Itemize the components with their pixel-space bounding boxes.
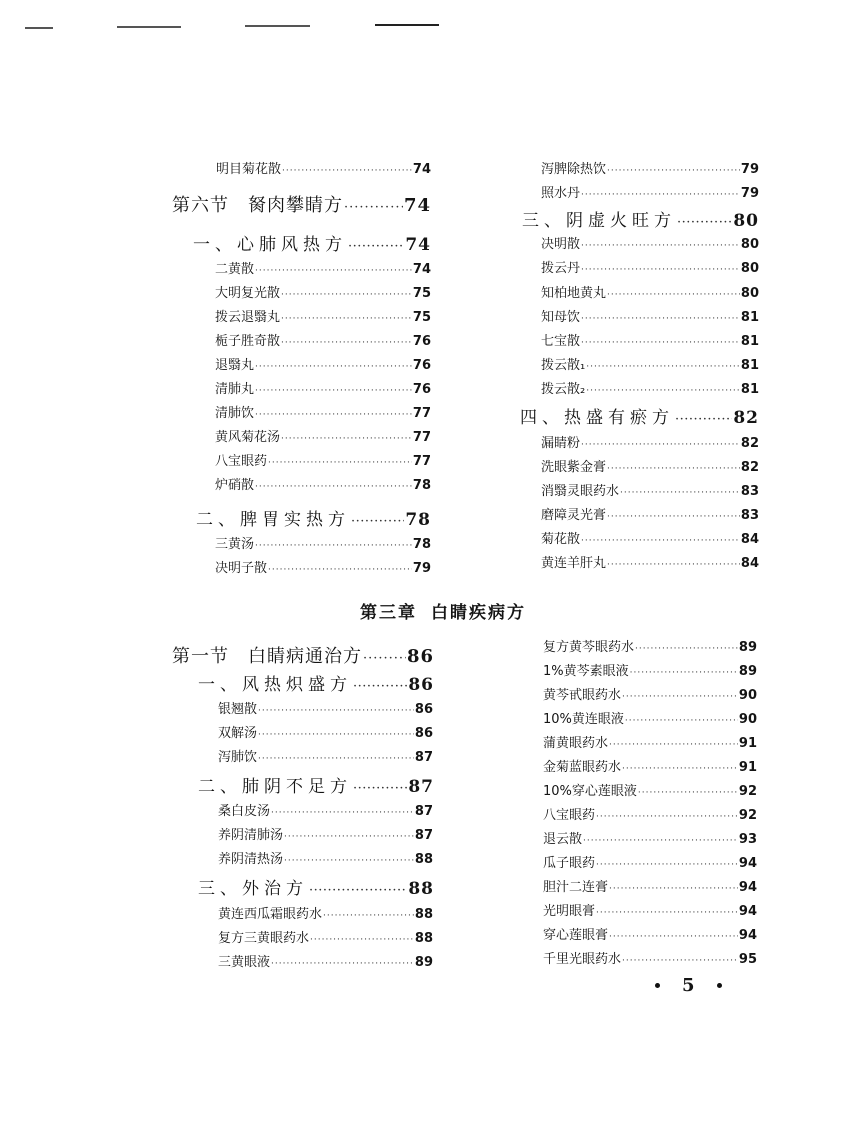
entry-label: 漏睛粉 bbox=[541, 436, 581, 451]
entry-label: 黄风菊花汤 bbox=[215, 430, 281, 445]
entry-label: 复方黄芩眼药水 bbox=[543, 640, 635, 655]
entry-page: 94 bbox=[738, 856, 757, 871]
entry-page: 76 bbox=[412, 358, 431, 373]
entry-label: 照水丹 bbox=[541, 186, 581, 201]
entry-label: 知母饮 bbox=[541, 310, 581, 325]
entry-label: 穿心莲眼膏 bbox=[543, 928, 609, 943]
toc-entry[interactable] bbox=[218, 824, 433, 843]
entry-page: 86 bbox=[414, 726, 433, 741]
subsection-page: 80 bbox=[733, 211, 759, 231]
leader-dots bbox=[284, 856, 414, 866]
chapter-number: 第三章 bbox=[360, 603, 417, 623]
entry-page: 89 bbox=[738, 664, 757, 679]
leader-dots bbox=[258, 730, 414, 740]
leader-dots bbox=[309, 883, 407, 898]
leader-dots bbox=[596, 860, 738, 870]
leader-dots bbox=[581, 440, 740, 450]
toc-entry[interactable] bbox=[543, 660, 757, 679]
leader-dots bbox=[581, 241, 740, 251]
toc-entry[interactable] bbox=[215, 426, 431, 445]
toc-subsection[interactable] bbox=[198, 772, 434, 797]
leader-dots bbox=[625, 716, 738, 726]
leader-dots bbox=[581, 536, 740, 546]
leader-dots bbox=[609, 932, 738, 942]
entry-page: 82 bbox=[740, 436, 759, 451]
toc-entry[interactable] bbox=[541, 552, 759, 571]
bullet-icon bbox=[655, 983, 660, 988]
entry-label: 拨云退翳丸 bbox=[215, 310, 281, 325]
toc-entry[interactable] bbox=[215, 282, 431, 301]
toc-entry[interactable] bbox=[541, 182, 759, 201]
leader-dots bbox=[581, 190, 740, 200]
leader-dots bbox=[607, 512, 740, 522]
entry-page: 79 bbox=[412, 561, 431, 576]
entry-label: 八宝眼药 bbox=[543, 808, 596, 823]
entry-label: 黄连西瓜霜眼药水 bbox=[218, 907, 323, 922]
leader-dots bbox=[607, 560, 740, 570]
leader-dots bbox=[630, 668, 738, 678]
leader-dots bbox=[353, 781, 407, 796]
toc-entry[interactable] bbox=[541, 480, 759, 499]
leader-dots bbox=[596, 812, 738, 822]
entry-page: 76 bbox=[412, 334, 431, 349]
leader-dots bbox=[258, 706, 414, 716]
leader-dots bbox=[353, 679, 407, 694]
leader-dots bbox=[675, 412, 732, 427]
entry-label: 金菊蓝眼药水 bbox=[543, 760, 622, 775]
leader-dots bbox=[607, 464, 740, 474]
page-number bbox=[655, 975, 722, 996]
entry-label: 10%穿心莲眼液 bbox=[543, 784, 637, 799]
subsection-page: 87 bbox=[408, 777, 434, 797]
entry-page: 75 bbox=[412, 310, 431, 325]
toc-entry[interactable] bbox=[543, 684, 757, 703]
entry-label: 黄芩甙眼药水 bbox=[543, 688, 622, 703]
toc-entry[interactable] bbox=[215, 354, 431, 373]
leader-dots bbox=[255, 541, 412, 551]
entry-page: 94 bbox=[738, 880, 757, 895]
toc-section[interactable] bbox=[172, 642, 434, 668]
leader-dots bbox=[607, 290, 740, 300]
entry-page: 90 bbox=[738, 688, 757, 703]
toc-entry[interactable] bbox=[218, 848, 433, 867]
toc-entry[interactable] bbox=[541, 504, 759, 523]
entry-page: 75 bbox=[412, 286, 431, 301]
entry-page: 81 bbox=[740, 334, 759, 349]
toc-entry[interactable] bbox=[218, 746, 433, 765]
toc-entry[interactable] bbox=[543, 804, 757, 823]
entry-label: 清肺饮 bbox=[215, 406, 255, 421]
entry-page: 83 bbox=[740, 508, 759, 523]
toc-entry[interactable] bbox=[541, 432, 759, 451]
entry-page: 88 bbox=[414, 931, 433, 946]
entry-page: 84 bbox=[740, 556, 759, 571]
top-rule-4 bbox=[375, 24, 439, 26]
toc-entry[interactable] bbox=[543, 780, 757, 799]
toc-entry[interactable] bbox=[541, 257, 759, 276]
chapter-heading bbox=[360, 598, 526, 623]
toc-entry[interactable] bbox=[215, 378, 431, 397]
entry-label: 蒲黄眼药水 bbox=[543, 736, 609, 751]
leader-dots bbox=[284, 832, 414, 842]
subsection-page: 86 bbox=[408, 675, 434, 695]
entry-label: 10%黄连眼液 bbox=[543, 712, 624, 727]
leader-dots bbox=[255, 482, 412, 492]
toc-entry[interactable] bbox=[215, 258, 431, 277]
toc-subsection[interactable] bbox=[193, 230, 431, 255]
leader-dots bbox=[255, 362, 412, 372]
toc-entry[interactable] bbox=[215, 450, 431, 469]
leader-dots bbox=[310, 935, 414, 945]
entry-page: 89 bbox=[414, 955, 433, 970]
entry-label: 三黄汤 bbox=[215, 537, 255, 552]
leader-dots bbox=[363, 651, 406, 666]
subsection-label: 一、心肺风热方 bbox=[193, 235, 347, 255]
toc-entry[interactable] bbox=[541, 456, 759, 475]
entry-label: 二黄散 bbox=[215, 262, 255, 277]
entry-page: 90 bbox=[738, 712, 757, 727]
entry-page: 94 bbox=[738, 904, 757, 919]
leader-dots bbox=[677, 215, 732, 230]
toc-entry[interactable] bbox=[543, 948, 757, 967]
entry-label: 八宝眼药 bbox=[215, 454, 268, 469]
toc-entry[interactable] bbox=[215, 533, 431, 552]
leader-dots bbox=[622, 692, 738, 702]
toc-section[interactable] bbox=[172, 191, 431, 217]
entry-label: 栀子胜奇散 bbox=[215, 334, 281, 349]
entry-label: 养阴清热汤 bbox=[218, 852, 284, 867]
leader-dots bbox=[281, 314, 412, 324]
toc-entry[interactable] bbox=[216, 158, 431, 177]
leader-dots bbox=[635, 644, 738, 654]
entry-label: 拨云丹 bbox=[541, 261, 581, 276]
leader-dots bbox=[258, 754, 414, 764]
entry-page: 83 bbox=[740, 484, 759, 499]
entry-page: 81 bbox=[740, 382, 759, 397]
toc-entry[interactable] bbox=[215, 557, 431, 576]
entry-page: 81 bbox=[740, 310, 759, 325]
entry-label: 清肺丸 bbox=[215, 382, 255, 397]
entry-page: 77 bbox=[412, 406, 431, 421]
entry-label: 决明散 bbox=[541, 237, 581, 252]
leader-dots bbox=[255, 386, 412, 396]
entry-page: 77 bbox=[412, 430, 431, 445]
toc-entry[interactable] bbox=[218, 951, 433, 970]
toc-entry[interactable] bbox=[218, 722, 433, 741]
toc-entry[interactable] bbox=[543, 924, 757, 943]
entry-label: 退云散 bbox=[543, 832, 583, 847]
entry-label: 桑白皮汤 bbox=[218, 804, 271, 819]
section-label: 第一节 白睛病通治方 bbox=[172, 646, 362, 667]
entry-label: 知柏地黄丸 bbox=[541, 286, 607, 301]
leader-dots bbox=[622, 956, 738, 966]
leader-dots bbox=[281, 290, 412, 300]
leader-dots bbox=[583, 836, 738, 846]
leader-dots bbox=[586, 386, 740, 396]
entry-page: 91 bbox=[738, 736, 757, 751]
entry-label: 双解汤 bbox=[218, 726, 258, 741]
leader-dots bbox=[281, 338, 412, 348]
entry-page: 95 bbox=[738, 952, 757, 967]
toc-entry[interactable] bbox=[541, 306, 759, 325]
subsection-label: 二、脾胃实热方 bbox=[196, 510, 350, 530]
entry-page: 77 bbox=[412, 454, 431, 469]
leader-dots bbox=[581, 265, 740, 275]
entry-page: 78 bbox=[412, 478, 431, 493]
entry-page: 82 bbox=[740, 460, 759, 475]
leader-dots bbox=[581, 338, 740, 348]
leader-dots bbox=[323, 911, 414, 921]
entry-page: 79 bbox=[740, 186, 759, 201]
entry-page: 84 bbox=[740, 532, 759, 547]
leader-dots bbox=[255, 410, 412, 420]
toc-entry[interactable] bbox=[541, 330, 759, 349]
subsection-label: 四、热盛有瘀方 bbox=[520, 408, 674, 428]
toc-entry[interactable] bbox=[218, 698, 433, 717]
subsection-page: 74 bbox=[405, 235, 431, 255]
entry-label: 银翘散 bbox=[218, 702, 258, 717]
entry-label: 拨云散₂ bbox=[541, 382, 586, 397]
top-rule-3 bbox=[245, 25, 310, 27]
toc-entry[interactable] bbox=[543, 876, 757, 895]
leader-dots bbox=[596, 908, 738, 918]
entry-label: 七宝散 bbox=[541, 334, 581, 349]
toc-entry[interactable] bbox=[541, 378, 759, 397]
entry-label: 泻肺饮 bbox=[218, 750, 258, 765]
leader-dots bbox=[586, 362, 740, 372]
entry-page: 89 bbox=[738, 640, 757, 655]
subsection-label: 三、阴虚火旺方 bbox=[522, 211, 676, 231]
entry-page: 80 bbox=[740, 237, 759, 252]
chapter-title: 白睛疾病方 bbox=[431, 603, 526, 623]
leader-dots bbox=[255, 266, 412, 276]
entry-page: 80 bbox=[740, 261, 759, 276]
entry-page: 87 bbox=[414, 828, 433, 843]
leader-dots bbox=[268, 458, 412, 468]
subsection-page: 78 bbox=[405, 510, 431, 530]
leader-dots bbox=[281, 434, 412, 444]
entry-label: 决明子散 bbox=[215, 561, 268, 576]
entry-page: 92 bbox=[738, 784, 757, 799]
leader-dots bbox=[638, 788, 738, 798]
entry-page: 76 bbox=[412, 382, 431, 397]
entry-label: 泻脾除热饮 bbox=[541, 162, 607, 177]
subsection-label: 二、肺阴不足方 bbox=[198, 777, 352, 797]
entry-label: 大明复光散 bbox=[215, 286, 281, 301]
toc-entry[interactable] bbox=[543, 708, 757, 727]
leader-dots bbox=[351, 514, 404, 529]
entry-label: 1%黄芩素眼液 bbox=[543, 664, 629, 679]
entry-label: 黄连羊肝丸 bbox=[541, 556, 607, 571]
leader-dots bbox=[344, 200, 403, 215]
entry-label: 复方三黄眼药水 bbox=[218, 931, 310, 946]
toc-entry[interactable] bbox=[543, 828, 757, 847]
leader-dots bbox=[609, 740, 738, 750]
toc-subsection[interactable] bbox=[522, 206, 759, 231]
leader-dots bbox=[622, 764, 738, 774]
section-label: 第六节 胬肉攀睛方 bbox=[172, 195, 343, 216]
leader-dots bbox=[348, 239, 404, 254]
toc-entry[interactable] bbox=[215, 402, 431, 421]
toc-subsection[interactable] bbox=[198, 874, 434, 899]
entry-page: 86 bbox=[414, 702, 433, 717]
leader-dots bbox=[620, 488, 740, 498]
toc-entry[interactable] bbox=[541, 282, 759, 301]
entry-page: 93 bbox=[738, 832, 757, 847]
entry-page: 92 bbox=[738, 808, 757, 823]
toc-subsection[interactable] bbox=[196, 505, 431, 530]
toc-entry[interactable] bbox=[543, 852, 757, 871]
entry-page: 79 bbox=[740, 162, 759, 177]
leader-dots bbox=[271, 959, 414, 969]
entry-label: 三黄眼液 bbox=[218, 955, 271, 970]
subsection-label: 三、外治方 bbox=[198, 879, 308, 899]
toc-entry[interactable] bbox=[541, 158, 759, 177]
entry-page: 94 bbox=[738, 928, 757, 943]
toc-entry[interactable] bbox=[541, 528, 759, 547]
toc-entry[interactable] bbox=[541, 233, 759, 252]
toc-entry[interactable] bbox=[218, 800, 433, 819]
toc-entry[interactable] bbox=[218, 927, 433, 946]
entry-label: 炉硝散 bbox=[215, 478, 255, 493]
leader-dots bbox=[271, 808, 414, 818]
subsection-page: 82 bbox=[733, 408, 759, 428]
top-rule-1 bbox=[25, 27, 53, 29]
toc-entry[interactable] bbox=[543, 756, 757, 775]
leader-dots bbox=[607, 166, 740, 176]
toc-entry[interactable] bbox=[218, 903, 433, 922]
toc-entry[interactable] bbox=[541, 354, 759, 373]
entry-page: 91 bbox=[738, 760, 757, 775]
section-page: 74 bbox=[403, 195, 431, 216]
bullet-icon bbox=[717, 983, 722, 988]
top-rule-2 bbox=[117, 26, 181, 28]
entry-label: 洗眼紫金膏 bbox=[541, 460, 607, 475]
entry-page: 88 bbox=[414, 907, 433, 922]
subsection-page: 88 bbox=[408, 879, 434, 899]
entry-label: 胆汁二连膏 bbox=[543, 880, 609, 895]
entry-label: 退翳丸 bbox=[215, 358, 255, 373]
entry-page: 74 bbox=[412, 162, 431, 177]
subsection-label: 一、风热炽盛方 bbox=[198, 675, 352, 695]
toc-subsection[interactable] bbox=[520, 403, 759, 428]
entry-page: 87 bbox=[414, 750, 433, 765]
toc-entry[interactable] bbox=[215, 474, 431, 493]
page-number-text: 5 bbox=[682, 975, 695, 996]
entry-page: 80 bbox=[740, 286, 759, 301]
leader-dots bbox=[282, 166, 412, 176]
entry-label: 菊花散 bbox=[541, 532, 581, 547]
entry-page: 74 bbox=[412, 262, 431, 277]
entry-page: 88 bbox=[414, 852, 433, 867]
toc-entry[interactable] bbox=[215, 306, 431, 325]
entry-label: 光明眼膏 bbox=[543, 904, 596, 919]
entry-label: 消翳灵眼药水 bbox=[541, 484, 620, 499]
toc-subsection[interactable] bbox=[198, 670, 434, 695]
toc-entry[interactable] bbox=[543, 732, 757, 751]
leader-dots bbox=[609, 884, 738, 894]
leader-dots bbox=[581, 314, 740, 324]
toc-entry[interactable] bbox=[215, 330, 431, 349]
entry-page: 81 bbox=[740, 358, 759, 373]
entry-label: 瓜子眼药 bbox=[543, 856, 596, 871]
toc-entry[interactable] bbox=[543, 636, 757, 655]
section-page: 86 bbox=[406, 646, 434, 667]
entry-page: 78 bbox=[412, 537, 431, 552]
entry-label: 养阴清肺汤 bbox=[218, 828, 284, 843]
entry-page: 87 bbox=[414, 804, 433, 819]
entry-label: 拨云散₁ bbox=[541, 358, 586, 373]
leader-dots bbox=[268, 565, 412, 575]
toc-entry[interactable] bbox=[543, 900, 757, 919]
entry-label: 磨障灵光膏 bbox=[541, 508, 607, 523]
entry-label: 千里光眼药水 bbox=[543, 952, 622, 967]
entry-label: 明目菊花散 bbox=[216, 162, 282, 177]
